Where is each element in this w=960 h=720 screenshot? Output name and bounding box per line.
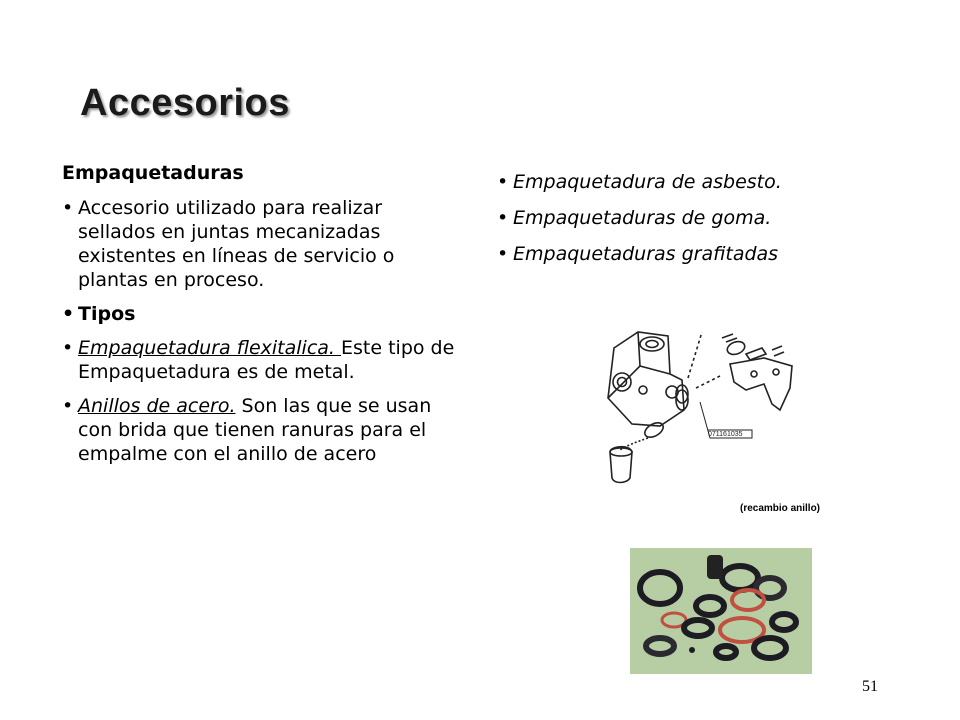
left-column	[62, 162, 462, 476]
right-bullet-list	[497, 170, 917, 266]
tipos-text: Tipos	[78, 303, 136, 325]
bullet-flexitalica	[62, 336, 462, 384]
description-text: Accesorio utilizado para realizar sellados en juntas mecanizadas existentes en líneas de servicio o plantas en proceso.	[78, 197, 395, 291]
slide-title: Accesorios	[80, 82, 290, 124]
flexitalica-link[interactable]: Empaquetadura flexitalica.	[78, 337, 342, 359]
flexitalica-text: Este tipo de Empaquetadura es de metal.	[78, 337, 455, 383]
grafitadas-text: Empaquetaduras grafitadas	[513, 243, 779, 265]
section-heading: Empaquetaduras	[62, 162, 244, 184]
diagram-part-number: 071161035	[708, 431, 743, 438]
bullet-grafitadas	[497, 242, 917, 266]
bullet-description	[62, 196, 462, 292]
valve-gasket-diagram	[596, 318, 806, 493]
bullet-anillos	[62, 394, 462, 466]
diagram-caption: (recambio anillo)	[740, 503, 821, 514]
anillos-text: Son las que se usan con brida que tienen ranuras para el empalme con el anillo de acero	[78, 395, 432, 465]
asbesto-text: Empaquetadura de asbesto.	[513, 171, 782, 193]
goma-text: Empaquetaduras de goma.	[513, 207, 772, 229]
bullet-goma	[497, 206, 917, 230]
anillos-link[interactable]: Anillos de acero.	[78, 395, 236, 417]
bullet-asbesto	[497, 170, 917, 194]
right-column	[497, 170, 917, 278]
bullet-tipos	[62, 302, 462, 326]
page-number: 51	[862, 678, 878, 695]
rubber-gaskets-photo	[630, 548, 812, 674]
left-bullet-list	[62, 196, 462, 466]
